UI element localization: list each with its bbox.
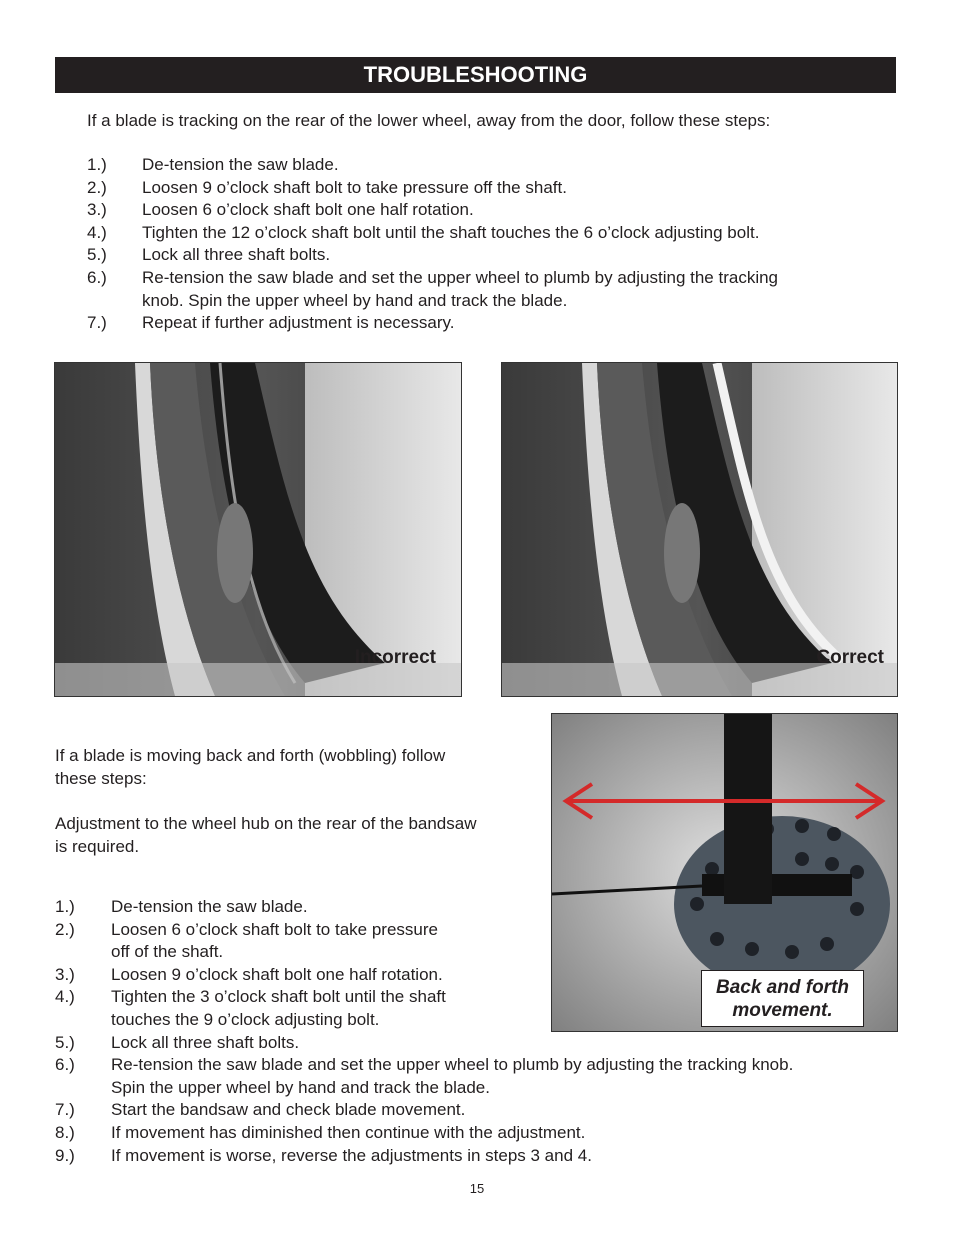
wobble-caption: Back and forth movement. (701, 970, 864, 1027)
section-title: TROUBLESHOOTING (363, 62, 588, 87)
section1-intro: If a blade is tracking on the rear of the lower wheel, away from the door, follow these steps: (87, 111, 771, 130)
section2-note: Adjustment to the wheel hub on the rear of the bandsaw is required. (55, 814, 477, 856)
correct-tracking-photo (501, 362, 898, 697)
incorrect-tracking-photo (54, 362, 462, 697)
section2-intro: If a blade is moving back and forth (wobbling) follow these steps: (55, 746, 446, 788)
section-title-bar (55, 57, 896, 93)
section1-steps: 1.) De-tension the saw blade. 2.) Loosen 9 o’clock shaft bolt to take pressure off the shaft. 3.) Loosen 6 o’clock shaft bolt one half rotation. 4.) Tighten the 12 o’clock shaft bolt until the shaft touches the 6 o’clock adjusting bolt. 5.) Lock all three shaft bolts. 6.) Re-tension the saw blade and set the upper wheel to plumb by adjusting the tracking knob. Spin the upper wheel by hand and track the blade. 7.) Repeat if further adjustment is necessary. (87, 155, 779, 333)
page-number: 15 (469, 1181, 485, 1196)
incorrect-label: Incorrect (354, 647, 436, 668)
correct-label: Correct (816, 647, 884, 668)
section2-steps: 1.) De-tension the saw blade. 2.) Loosen 6 o’clock shaft bolt to take pressure off of the shaft. 3.) Loosen 9 o’clock shaft bolt one half rotation. 4.) Tighten the 3 o’clock shaft bolt until the shaft touches the 9 o’clock adjusting bolt. 5.) Lock all three shaft bolts. 6.) Re-tension the saw blade and set the upper wheel to plumb by adjusting the tracking knob. Spin the upper wheel by hand and track the blade. 7.) Start the bandsaw and check blade movement. 8.) If movement has diminished then continue with the adjustment. 9.) If movement is worse, reverse the adjustments in steps 3 and 4. (55, 897, 794, 1165)
